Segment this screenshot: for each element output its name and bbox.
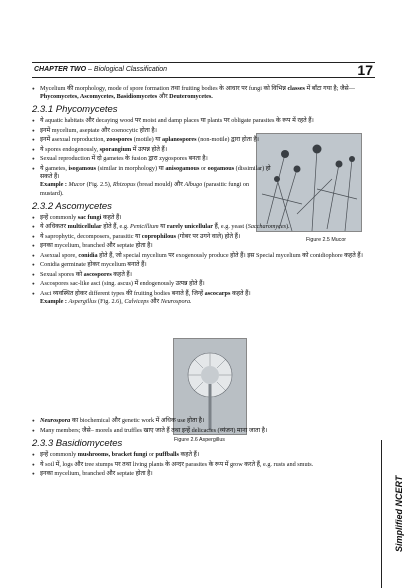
figure-spacer xyxy=(32,307,375,417)
list-item: ● ये gametes, isogamous (similar in morphology) या anisogamous or oogamous (dissimilar) हो सकते हैं। Example : Mucor (Fig. 2.5), Rhizopus (bread mould) और Albugo (parasitic fungi on mustard). xyxy=(32,165,272,198)
list-item: ● ये soil में, logs और tree stumps पर तथा living plants के अन्दर parasites के रूप में grow करते हैं, e.g. rusts and smuts. xyxy=(32,461,375,469)
list-item: ● Conidia germinate होकर mycelium बनाते हैं। xyxy=(32,261,375,269)
list-item: ● ये spores endogenously, sporangium में उत्पन्न होते हैं। xyxy=(32,146,375,154)
list-item: ● Ascospores sac-like asci (sing. ascus) में endogenously उत्पन्न होते हैं। xyxy=(32,280,375,288)
list-item: ● ये aquatic habitats और decaying wood पर moist and damp places या plants पर obligate parasites के रूप में रहते हैं। xyxy=(32,117,375,125)
list-item: ● इनका mycelium, branched और septate होता है। xyxy=(32,470,375,478)
list-item: ● Asci व्यवस्थित होकर different types की fruiting bodies बनाते हैं, जिन्हें ascocarps कहते हैं। Example : Aspergillus (Fig. 2.6), Calviceps और Neurospora. xyxy=(32,290,375,306)
mucor-figure-caption: Figure 2.5 Mucor xyxy=(306,237,347,243)
list-item: ● Neurospora का biochemical और genetic work में अधिक use होता है। xyxy=(32,417,375,425)
chapter-title: CHAPTER TWO – Biological Classification xyxy=(34,66,168,73)
aspergillus-figure-caption: Figure 2.6 Aspergillus xyxy=(174,437,225,443)
side-rule xyxy=(381,440,382,588)
list-item: ● इनमें asexual reproduction, zoospores (motile) या aplanospores (non-motile) द्वारा होता है। xyxy=(32,136,375,144)
list-item: ● इन्हें commonly mushrooms, bracket fungi or puffballs कहते हैं। xyxy=(32,451,375,459)
side-label: Simplified NCERT xyxy=(394,475,404,552)
page-number: 17 xyxy=(357,62,373,78)
page-content xyxy=(32,85,375,480)
list-item: ● Many members; जैसे– morels and truffles खाए जाते हैं तथा इन्हें delicacies (व्यंजन) माना जाता है। xyxy=(32,427,375,435)
section-heading-ascomycetes: 2.3.2 Ascomycetes xyxy=(32,200,112,212)
list-item: ● इनका mycelium, branched और septate होता है। xyxy=(32,242,375,250)
list-item: ● इन्हें commonly sac fungi कहते हैं। xyxy=(32,214,375,222)
list-item: ● इनमें mycelium, aseptate और coenocytic होता है। xyxy=(32,127,375,135)
list-item: ● ये अधिकतर multicellular होते हैं, e.g. Penicillium या rarely unicellular हैं, e.g. yeast (Saccharomyces). xyxy=(32,223,375,231)
list-item: ● Sexual reproduction में दो gametes के fusion द्वारा zygospores बनता है। xyxy=(32,155,272,163)
list-item: ● Sexual spores को ascospores कहते हैं। xyxy=(32,271,375,279)
intro-paragraph: ● Mycelium की morphology, mode of spore formation तथा fruiting bodies के आधार पर fungi को विभिन्न classes में बाँटा गया है; जैसे— Phycomycetes, Ascomycetes, Basidiomycetes और Deuteromycetes. xyxy=(32,85,375,101)
section-heading-basidiomycetes: 2.3.3 Basidiomycetes xyxy=(32,438,123,450)
section-heading-phycomycetes: 2.3.1 Phycomycetes xyxy=(32,104,118,116)
list-item: ● ये saprophytic, decomposers, parasitic या coprophilous (गोबर पर उगने वाले) होते हैं। xyxy=(32,233,375,241)
chapter-header-bar xyxy=(32,62,375,78)
list-item: ● Asexual spore, conidia होते हैं, जो special mycelium पर exogenously produce होते हैं। इस Special mycelium को conidiophore कहते हैं। xyxy=(32,252,375,260)
